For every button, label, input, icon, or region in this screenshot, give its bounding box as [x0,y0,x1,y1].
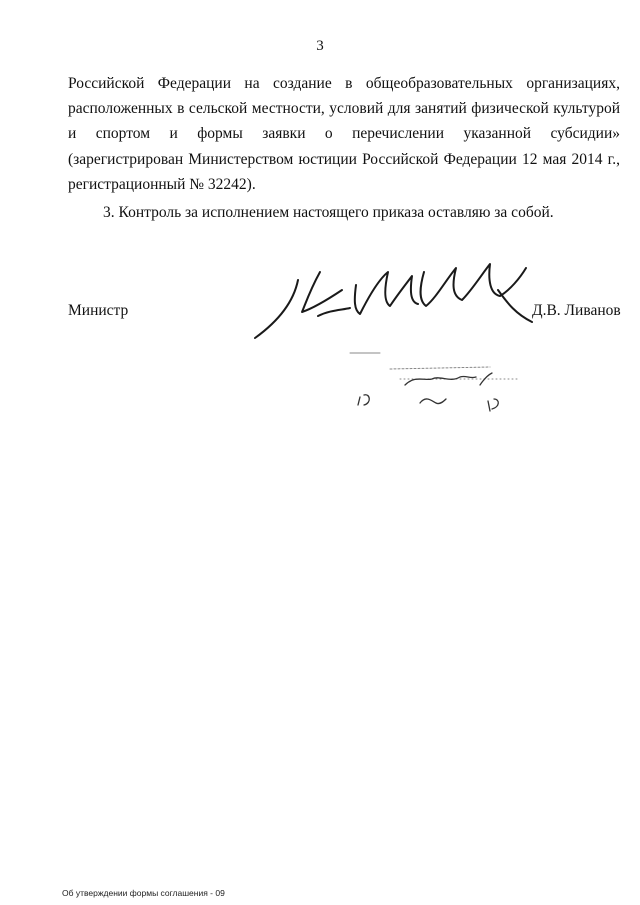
body-line-4: (зарегистрирован Министерством юстиции Российской Федерации 12 мая 2014 г., [68,151,620,168]
body-line-1: Российской Федерации на создание в общеобразовательных организациях, [68,75,620,92]
paragraph-item-3: 3. Контроль за исполнением настоящего приказа оставляю за собой. [103,204,554,221]
body-line-5: регистрационный № 32242). [68,176,256,193]
signer-title: Министр [68,302,129,319]
page-number: 3 [316,38,324,54]
body-line-3: и спортом и формы заявки о перечислении указанной субсидии» [68,125,620,142]
handwritten-signature [250,250,540,350]
signer-name: Д.В. Ливанов [532,302,621,319]
footer-text: Об утверждении формы соглашения - 09 [62,888,225,898]
registration-stamp-marks [340,345,530,425]
body-line-2: расположенных в сельской местности, условий для занятий физической культурой [68,100,620,117]
